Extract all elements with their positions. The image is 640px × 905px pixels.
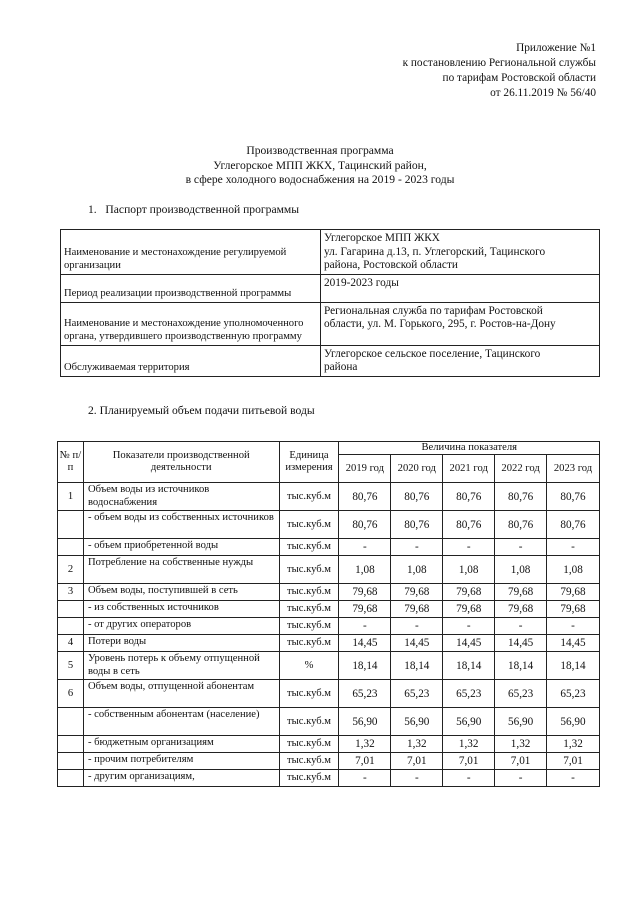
- row-indicator: Объем воды, поступившей в сеть: [83, 584, 279, 601]
- row-unit: тыс.куб.м: [279, 753, 339, 770]
- passport-label: Обслуживаемая территория: [61, 345, 321, 376]
- table-row: [58, 556, 600, 584]
- row-value: 80,76: [339, 483, 391, 511]
- row-value: -: [547, 770, 600, 787]
- table-row: [58, 736, 600, 753]
- table-row: [58, 652, 600, 680]
- header-indicator: Показатели производственной деятельности: [83, 442, 279, 483]
- row-value: 56,90: [339, 708, 391, 736]
- row-value: 7,01: [495, 753, 547, 770]
- row-value: 79,68: [495, 601, 547, 618]
- row-value: 18,14: [443, 652, 495, 680]
- row-unit: тыс.куб.м: [279, 680, 339, 708]
- row-value: 1,08: [547, 556, 600, 584]
- row-value: 56,90: [547, 708, 600, 736]
- header-year: 2020 год: [391, 455, 443, 483]
- header-year: 2022 год: [495, 455, 547, 483]
- row-value: 79,68: [391, 584, 443, 601]
- row-number: 3: [58, 584, 84, 601]
- section-1-number: 1.: [88, 203, 97, 216]
- title-line-2: Углегорское МПП ЖКХ, Тацинский район,: [213, 158, 427, 172]
- row-value: 65,23: [547, 680, 600, 708]
- row-number: [58, 618, 84, 635]
- row-value: 56,90: [443, 708, 495, 736]
- row-value: 1,32: [495, 736, 547, 753]
- row-number: 5: [58, 652, 84, 680]
- row-number: [58, 753, 84, 770]
- row-value: 7,01: [443, 753, 495, 770]
- row-value: -: [443, 618, 495, 635]
- row-value: 1,32: [339, 736, 391, 753]
- header-year: 2019 год: [339, 455, 391, 483]
- passport-value-line: области, ул. М. Горького, 295, г. Ростов-на-Дону: [324, 318, 556, 330]
- row-indicator: Объем воды, отпущенной абонентам: [83, 680, 279, 708]
- row-value: 14,45: [547, 635, 600, 652]
- row-value: 1,32: [443, 736, 495, 753]
- row-value: -: [391, 770, 443, 787]
- row-number: [58, 708, 84, 736]
- row-value: 1,08: [495, 556, 547, 584]
- passport-value: [321, 345, 600, 376]
- row-number: [58, 601, 84, 618]
- row-number: [58, 539, 84, 556]
- appendix-line-3: по тарифам Ростовской области: [442, 72, 596, 84]
- row-unit: тыс.куб.м: [279, 736, 339, 753]
- row-indicator: - бюджетным организациям: [83, 736, 279, 753]
- row-number: [58, 511, 84, 539]
- row-value: 80,76: [391, 483, 443, 511]
- row-value: 18,14: [547, 652, 600, 680]
- row-unit: тыс.куб.м: [279, 539, 339, 556]
- table-row: [58, 511, 600, 539]
- row-unit: тыс.куб.м: [279, 770, 339, 787]
- row-value: 7,01: [391, 753, 443, 770]
- row-value: 65,23: [495, 680, 547, 708]
- row-unit: тыс.куб.м: [279, 635, 339, 652]
- row-value: -: [443, 770, 495, 787]
- passport-value-line: 2019-2023 годы: [324, 276, 399, 289]
- row-value: 18,14: [391, 652, 443, 680]
- row-value: 80,76: [547, 483, 600, 511]
- row-value: -: [495, 539, 547, 556]
- row-unit: тыс.куб.м: [279, 556, 339, 584]
- passport-value: [321, 302, 600, 345]
- table-row: [58, 753, 600, 770]
- row-indicator: - другим организациям,: [83, 770, 279, 787]
- row-value: 18,14: [495, 652, 547, 680]
- row-value: 80,76: [547, 511, 600, 539]
- row-value: 79,68: [391, 601, 443, 618]
- row-value: 79,68: [443, 584, 495, 601]
- appendix-line-4: от 26.11.2019 № 56/40: [490, 87, 596, 99]
- row-value: 80,76: [391, 511, 443, 539]
- row-number: 2: [58, 556, 84, 584]
- title-line-3: в сфере холодного водоснабжения на 2019 - 2023 годы: [185, 173, 455, 187]
- table-row: [58, 770, 600, 787]
- appendix-header: [403, 41, 596, 101]
- row-number: 1: [58, 483, 84, 511]
- row-value: 1,08: [391, 556, 443, 584]
- row-value: 1,08: [443, 556, 495, 584]
- section-1-title: Паспорт производственной программы: [105, 203, 300, 216]
- row-value: 80,76: [495, 483, 547, 511]
- row-value: -: [495, 770, 547, 787]
- passport-row: [61, 274, 600, 302]
- row-value: 14,45: [443, 635, 495, 652]
- passport-value-line: Углегорское МПП ЖКХ: [324, 232, 440, 244]
- row-number: [58, 736, 84, 753]
- header-year: 2021 год: [443, 455, 495, 483]
- appendix-line-1: Приложение №1: [516, 42, 596, 54]
- section-2-heading: 2. Планируемый объем подачи питьевой воды: [88, 404, 315, 417]
- passport-label: Наименование и местонахождение уполномоченного органа, утвердившего производственную программу: [61, 302, 321, 345]
- row-unit: тыс.куб.м: [279, 483, 339, 511]
- passport-value-line: района, Ростовской области: [324, 259, 458, 271]
- row-value: 79,68: [339, 584, 391, 601]
- document-title: [0, 144, 640, 188]
- row-value: 65,23: [391, 680, 443, 708]
- row-value: 7,01: [547, 753, 600, 770]
- row-indicator: Уровень потерь к объему отпущенной воды в сеть: [83, 652, 279, 680]
- passport-value: [321, 230, 600, 275]
- table-row: [58, 601, 600, 618]
- table-row: [58, 584, 600, 601]
- row-indicator: Объем воды из источников водоснабжения: [83, 483, 279, 511]
- row-indicator: Потери воды: [83, 635, 279, 652]
- row-value: 65,23: [443, 680, 495, 708]
- passport-value-line: ул. Гагарина д.13, п. Углегорский, Тацинского: [324, 245, 546, 258]
- row-value: 79,68: [495, 584, 547, 601]
- row-value: 14,45: [495, 635, 547, 652]
- row-number: 6: [58, 680, 84, 708]
- row-value: -: [339, 770, 391, 787]
- table-row: [58, 483, 600, 511]
- passport-value-line: района: [324, 361, 358, 373]
- row-value: 80,76: [339, 511, 391, 539]
- row-value: 1,32: [391, 736, 443, 753]
- row-value: 18,14: [339, 652, 391, 680]
- row-value: 14,45: [339, 635, 391, 652]
- row-value: -: [547, 618, 600, 635]
- row-value: 56,90: [495, 708, 547, 736]
- row-indicator: - объем приобретенной воды: [83, 539, 279, 556]
- header-unit: Единица измерения: [279, 442, 339, 483]
- row-value: 79,68: [547, 584, 600, 601]
- row-value: 79,68: [443, 601, 495, 618]
- row-indicator: - объем воды из собственных источников: [83, 511, 279, 539]
- row-value: 1,08: [339, 556, 391, 584]
- row-unit: тыс.куб.м: [279, 618, 339, 635]
- header-year: 2023 год: [547, 455, 600, 483]
- section-1-heading: [88, 203, 299, 216]
- passport-value-line: Региональная служба по тарифам Ростовской: [324, 304, 543, 317]
- row-indicator: - прочим потребителям: [83, 753, 279, 770]
- table-row: [58, 635, 600, 652]
- row-value: -: [339, 618, 391, 635]
- passport-row: [61, 302, 600, 345]
- row-value: 80,76: [443, 511, 495, 539]
- row-unit: тыс.куб.м: [279, 601, 339, 618]
- row-indicator: - из собственных источников: [83, 601, 279, 618]
- row-value: -: [443, 539, 495, 556]
- table-row: [58, 539, 600, 556]
- row-value: 7,01: [339, 753, 391, 770]
- row-value: -: [547, 539, 600, 556]
- title-line-1: Производственная программа: [246, 144, 394, 157]
- row-value: 80,76: [443, 483, 495, 511]
- row-value: 65,23: [339, 680, 391, 708]
- water-supply-plan-table: [57, 441, 600, 787]
- row-value: 80,76: [495, 511, 547, 539]
- row-unit: тыс.куб.м: [279, 584, 339, 601]
- row-unit: тыс.куб.м: [279, 708, 339, 736]
- appendix-line-2: к постановлению Региональной службы: [402, 57, 596, 69]
- row-value: 79,68: [547, 601, 600, 618]
- row-indicator: - собственным абонентам (население): [83, 708, 279, 736]
- table-row: [58, 680, 600, 708]
- row-indicator: - от других операторов: [83, 618, 279, 635]
- header-num: № п/п: [58, 442, 84, 483]
- row-value: -: [339, 539, 391, 556]
- row-unit: тыс.куб.м: [279, 511, 339, 539]
- table-row: [58, 618, 600, 635]
- row-number: 4: [58, 635, 84, 652]
- passport-row: [61, 230, 600, 275]
- passport-row: [61, 345, 600, 376]
- row-value: -: [391, 539, 443, 556]
- row-value: -: [495, 618, 547, 635]
- passport-value-line: Углегорское сельское поселение, Тацинского: [324, 347, 541, 360]
- row-value: -: [391, 618, 443, 635]
- row-value: 56,90: [391, 708, 443, 736]
- row-indicator: Потребление на собственные нужды: [83, 556, 279, 584]
- table-row: [58, 708, 600, 736]
- passport-label: Наименование и местонахождение регулируемой организации: [61, 230, 321, 275]
- passport-table: [60, 229, 600, 377]
- row-value: 14,45: [391, 635, 443, 652]
- row-value: 1,32: [547, 736, 600, 753]
- row-value: 79,68: [339, 601, 391, 618]
- passport-value: [321, 274, 600, 302]
- passport-label: Период реализации производственной программы: [61, 274, 321, 302]
- row-number: [58, 770, 84, 787]
- row-unit: %: [279, 652, 339, 680]
- header-value-group: Величина показателя: [339, 442, 600, 455]
